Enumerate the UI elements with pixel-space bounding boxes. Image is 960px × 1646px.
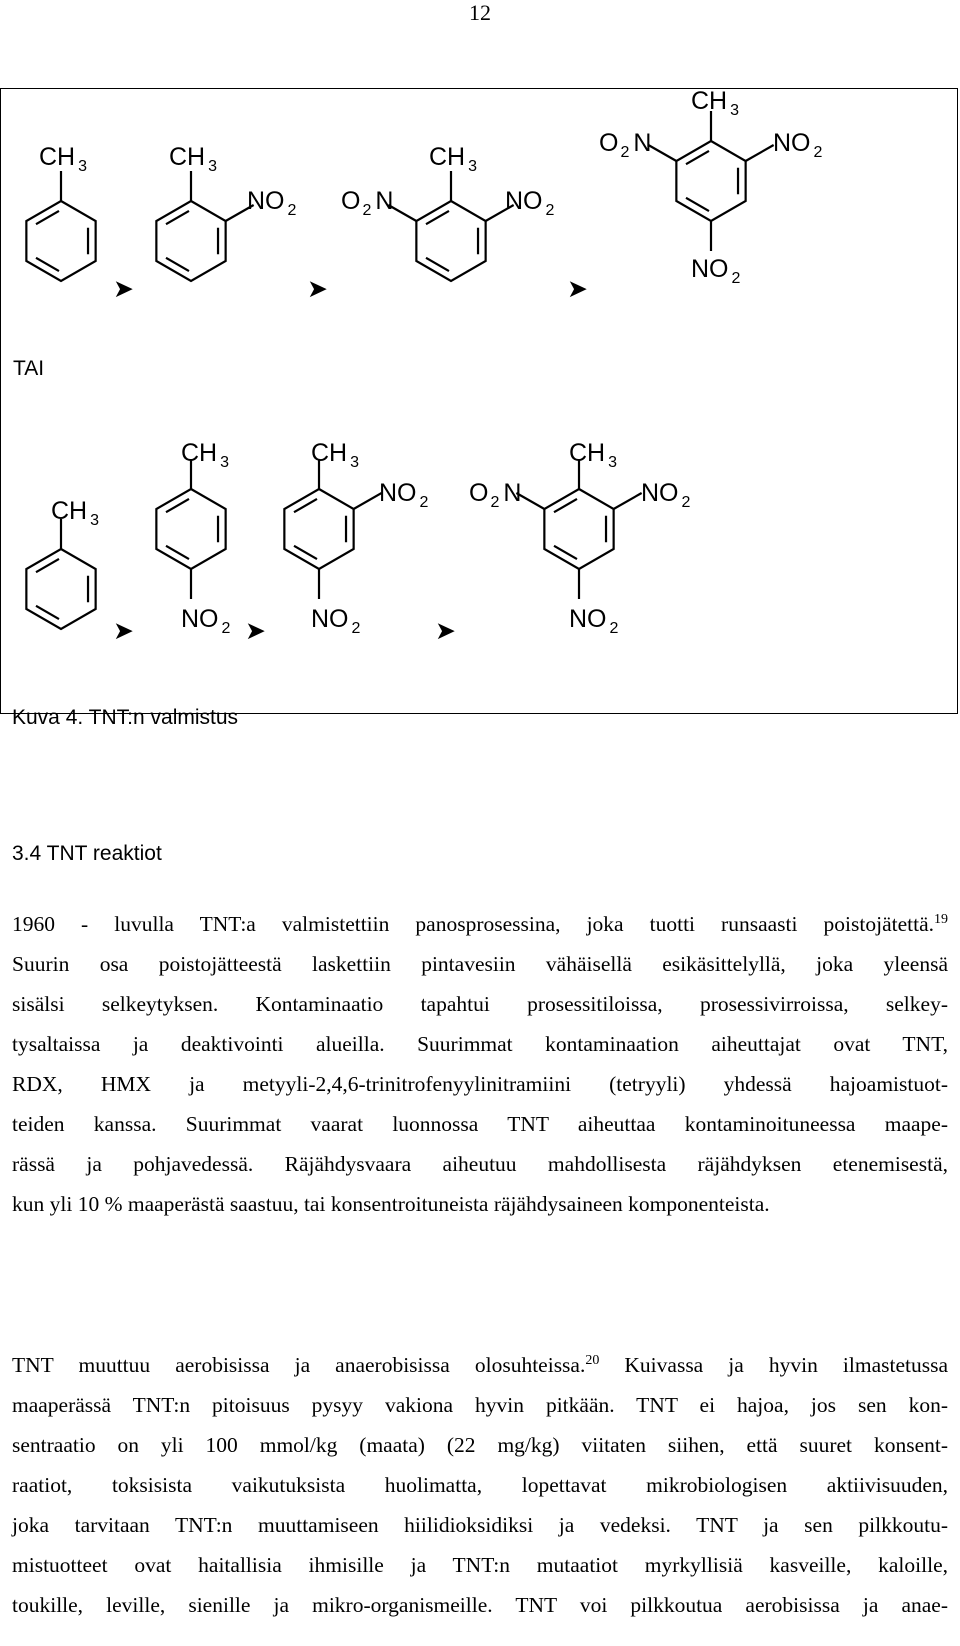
no2-label: NO $_2$ (641, 479, 691, 511)
o2n-label: O $_2$ N (469, 479, 522, 511)
paragraph-line: maaperässä TNT:n pitoisuus pysyy vakiona hyvin pitkään. TNT ei hajoa, jos sen kon- (12, 1393, 948, 1417)
paragraph-1 (12, 904, 948, 1224)
reaction-arrow-icon: ➤ (113, 617, 134, 645)
paragraph-line: RDX, HMX ja metyyli-2,4,6-trinitrofenyylinitramiini (tetryyli) yhdessä hajoamistuot- (12, 1072, 948, 1096)
paragraph-line: kun yli 10 % maaperästä saastuu, tai konsentroituneista räjähdysaineen komponenteista. (12, 1192, 770, 1216)
paragraph-line: sentraatio on yli 100 mmol/kg (maata) (22 mg/kg) viitaten siihen, että suuret konsent- (12, 1433, 948, 1457)
no2-label: NO $_2$ (691, 255, 741, 287)
reaction-arrow-icon: ➤ (435, 617, 456, 645)
no2-label: NO $_2$ (181, 605, 231, 637)
paragraph-line: Suurin osa poistojätteestä laskettiin pintavesiin vähäisellä esikäsittelyllä, joka yleensä (12, 952, 948, 976)
paragraph-line: raatiot, toksisista vaikutuksista huolimatta, lopettavat mikrobiologisen aktiivisuuden, (12, 1473, 948, 1497)
no2-label: NO $_2$ (569, 605, 619, 637)
tnt-synthesis-scheme (1, 89, 959, 715)
no2-label: NO $_2$ (247, 187, 297, 219)
reaction-figure (0, 88, 958, 714)
ch3-label: CH $_3$ (39, 143, 88, 175)
section-heading: 3.4 TNT reaktiot (12, 842, 162, 865)
paragraph-line (12, 1345, 948, 1385)
reaction-arrow-icon: ➤ (567, 275, 588, 303)
paragraph-line: toukille, leville, sienille ja mikro-organismeille. TNT voi pilkkoutua aerobisissa ja anae- (12, 1593, 948, 1617)
benzene-ring (676, 141, 745, 221)
benzene-ring (26, 549, 95, 629)
no2-label: NO $_2$ (379, 479, 429, 511)
substituent-bond (746, 145, 774, 161)
paragraph-line: rässä ja pohjavedessä. Räjähdysvaara aiheutuu mahdollisesta räjähdyksen etenemisestä, (12, 1152, 948, 1176)
or-label: TAI (13, 357, 45, 380)
ch3-label: CH $_3$ (569, 439, 618, 471)
line-text: Kuivassa ja hyvin ilmastetussa (599, 1353, 948, 1377)
no2-label: NO $_2$ (311, 605, 361, 637)
paragraph-line: tysaltaissa ja deaktivointi alueilla. Suurimmat kontaminaation aiheuttajat ovat TNT, (12, 1032, 948, 1056)
substituent-bond (614, 493, 642, 509)
reaction-arrow-icon: ➤ (245, 617, 266, 645)
footnote-ref: 20 (585, 1352, 600, 1368)
substituent-bond (648, 145, 676, 161)
benzene-ring (416, 201, 485, 281)
benzene-ring (26, 201, 95, 281)
footnote-ref: 19 (934, 911, 948, 927)
o2n-label: O $_2$ N (341, 187, 394, 219)
paragraph-line: teiden kanssa. Suurimmat vaarat luonnossa TNT aiheuttaa kontaminoituneessa maape- (12, 1112, 948, 1136)
reaction-arrow-icon: ➤ (113, 275, 134, 303)
paragraph-line: mistuotteet ovat haitallisia ihmisille ja TNT:n mutaatiot myrkyllisiä kasveille, kaloille, (12, 1553, 948, 1577)
benzene-ring (284, 489, 353, 569)
ch3-label: CH $_3$ (169, 143, 218, 175)
line-text: TNT muuttuu aerobisissa ja anaerobisissa olosuhteissa. (12, 1353, 586, 1377)
paragraph-2 (12, 1345, 948, 1625)
no2-label: NO $_2$ (773, 129, 823, 161)
reaction-arrow-icon: ➤ (307, 275, 328, 303)
no2-label: NO $_2$ (505, 187, 555, 219)
ch3-label: CH $_3$ (181, 439, 230, 471)
ch3-label: CH $_3$ (429, 143, 478, 175)
substituent-bond (354, 493, 382, 509)
o2n-label: O $_2$ N (599, 129, 652, 161)
page-number: 12 (469, 0, 491, 25)
benzene-ring (156, 489, 225, 569)
paragraph-line: sisälsi selkeytyksen. Kontaminaatio tapahtui prosessitiloissa, prosessivirroissa, selkey- (12, 992, 948, 1016)
ch3-label: CH $_3$ (691, 89, 740, 119)
line-text: 1960 - luvulla TNT:a valmistettiin panosprosessina, joka tuotti runsaasti poistojätettä. (12, 912, 934, 936)
paragraph-line (12, 904, 948, 944)
figure-caption: Kuva 4. TNT:n valmistus (12, 706, 239, 729)
ch3-label: CH $_3$ (51, 497, 100, 529)
benzene-ring (544, 489, 613, 569)
benzene-ring (156, 201, 225, 281)
ch3-label: CH $_3$ (311, 439, 360, 471)
paragraph-line: joka tarvitaan TNT:n muuttamiseen hiilidioksidiksi ja vedeksi. TNT ja sen pilkkoutu- (12, 1513, 948, 1537)
